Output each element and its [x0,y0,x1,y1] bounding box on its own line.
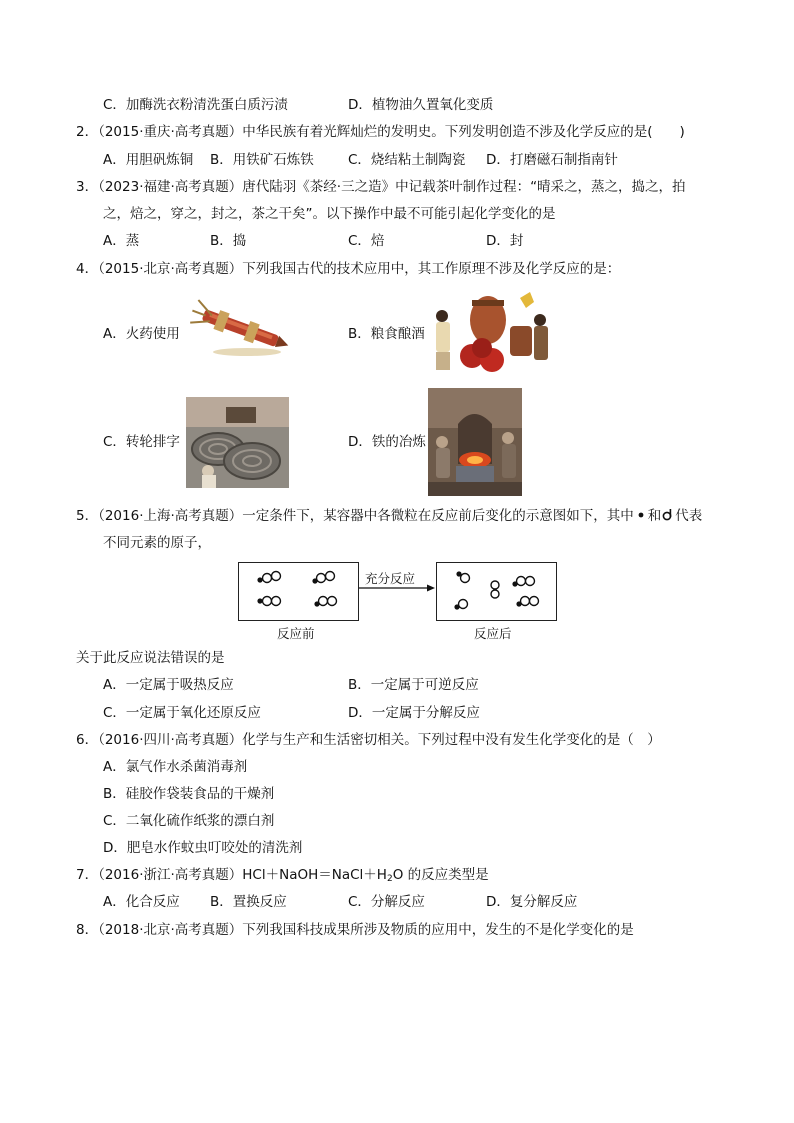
before-molecules [239,563,358,620]
q4-stem: 4．（2015·北京·高考真题）下列我国古代的技术应用中，其工作原理不涉及化学反应的是： [76,261,621,277]
q5-option-b: B．一定属于可逆反应 [348,677,479,693]
q7-option-a: A．化合反应 [103,894,180,910]
q5-option-d: D．一定属于分解反应 [348,705,480,721]
q3-option-c: C．焙 [348,233,385,249]
q2-option-c: C．烧结粘土制陶瓷 [348,152,466,168]
wine-brewing-image [428,290,556,376]
gunpowder-rocket-image [187,298,293,360]
q6-option-d: D．肥皂水作蚊虫叮咬处的清洗剂 [103,840,303,856]
q4-option-a: A．火药使用 [103,326,180,342]
q5-stem-line2: 不同元素的原子， [103,535,211,551]
before-reaction-box [238,562,359,621]
arrow-label: 充分反应 [365,571,416,586]
q6-option-a: A．氯气作水杀菌消毒剂 [103,759,248,775]
movable-type-wheel-image [186,397,289,488]
q7-stem [76,866,489,888]
q7-option-b: B．置换反应 [210,894,287,910]
q3-stem-line1: 3．（2023·福建·高考真题）唐代陆羽《茶经·三之造》中记载茶叶制作过程：“晴采之，蒸之，捣之，拍 [76,179,686,195]
q3-option-d: D．封 [486,233,524,249]
q3-stem-line2: 之，焙之，穿之，封之，茶之干矣”。以下操作中最不可能引起化学变化的是 [103,206,556,222]
q7-stem-part2: O 的反应类型是 [392,867,489,883]
after-molecules [437,563,556,620]
q2-option-a: A．用胆矾炼铜 [103,152,194,168]
q5-stem-part2: 和 [647,508,662,524]
q5-stem-part3: 代表 [675,508,703,524]
q3-option-a: A．蒸 [103,233,140,249]
q2-option-b: B．用铁矿石炼铁 [210,152,314,168]
caption-after: 反应后 [474,626,512,641]
q4-option-b: B．粮食酿酒 [348,326,425,342]
q1-option-c: C．加酶洗衣粉清洗蛋白质污渍 [103,97,288,113]
q2-stem: 2．（2015·重庆·高考真题）中华民族有着光辉灿烂的发明史。下列发明创造不涉及化学反应的是( ) [76,124,685,140]
light-atom-icon [661,507,675,521]
q5-option-c: C．一定属于氧化还原反应 [103,705,261,721]
q5-option-a: A．一定属于吸热反应 [103,677,234,693]
q1-option-d: D．植物油久置氧化变质 [348,97,494,113]
after-reaction-box [436,562,557,621]
iron-smelting-image [428,388,522,496]
q7-option-c: C．分解反应 [348,894,425,910]
q6-stem: 6．（2016·四川·高考真题）化学与生产和生活密切相关。下列过程中没有发生化学变化的是（ ） [76,732,661,748]
q5-stem-line1 [76,507,702,525]
q2-option-d: D．打磨磁石制指南针 [486,152,618,168]
q6-option-b: B．硅胶作袋装食品的干燥剂 [103,786,275,802]
caption-before: 反应前 [277,626,315,641]
q3-option-b: B．捣 [210,233,247,249]
q5-question: 关于此反应说法错误的是 [76,650,225,666]
q5-stem-part1: 5．（2016·上海·高考真题）一定条件下，某容器中各微粒在反应前后变化的示意图如下，其中 [76,508,634,524]
q4-option-d: D．铁的冶炼 [348,434,426,450]
q8-stem: 8．（2018·北京·高考真题）下列我国科技成果所涉及物质的应用中，发生的不是化学变化的是 [76,922,634,938]
q7-stem-part1: 7．（2016·浙江·高考真题）HCl＋NaOH＝NaCl＋H [76,867,387,883]
q7-option-d: D．复分解反应 [486,894,578,910]
q4-option-c: C．转轮排字 [103,434,180,450]
q7-subscript: 2 [386,874,393,884]
dark-atom-icon [634,509,648,521]
q6-option-c: C．二氧化硫作纸浆的漂白剂 [103,813,275,829]
